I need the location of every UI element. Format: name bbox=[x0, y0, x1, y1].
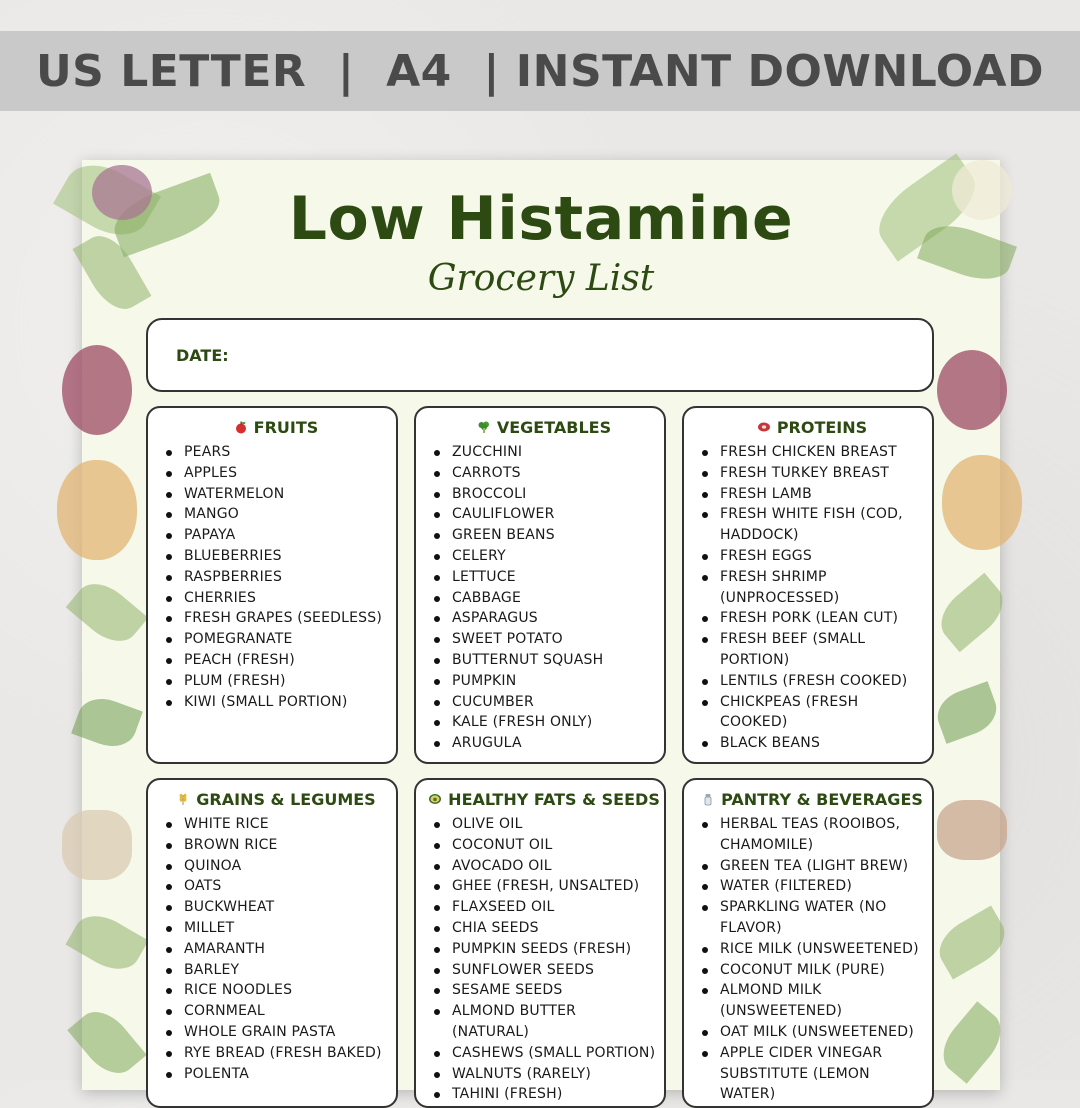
section-header bbox=[164, 416, 388, 438]
list-item: WALNUTS (RARELY) bbox=[432, 1064, 656, 1085]
list-item: QUINOA bbox=[164, 856, 388, 877]
list-item: COCONUT OIL bbox=[432, 835, 656, 856]
list-item: CUCUMBER bbox=[432, 692, 656, 713]
list-item: PUMPKIN bbox=[432, 671, 656, 692]
page-title: Low Histamine bbox=[288, 184, 794, 254]
section-healthy-fats-seeds bbox=[414, 778, 666, 1108]
list-item: FRESH SHRIMP (UNPROCESSED) bbox=[700, 567, 924, 609]
list-item: KIWI (SMALL PORTION) bbox=[164, 692, 388, 713]
wheat-icon bbox=[176, 792, 190, 806]
section-title: GRAINS & LEGUMES bbox=[196, 789, 376, 809]
list-item: CAULIFLOWER bbox=[432, 504, 656, 525]
section-title: HEALTHY FATS & SEEDS bbox=[448, 789, 660, 809]
section-title: PROTEINS bbox=[776, 417, 868, 437]
section-pantry-beverages bbox=[682, 778, 934, 1108]
grocery-list-sheet bbox=[82, 160, 1000, 1103]
list-item: GHEE (FRESH, UNSALTED) bbox=[432, 876, 656, 897]
list-item: FRESH TURKEY BREAST bbox=[700, 463, 924, 484]
list-item: LENTILS (FRESH COOKED) bbox=[700, 671, 924, 692]
list-item: WATER (FILTERED) bbox=[700, 876, 924, 897]
list-item: MANGO bbox=[164, 504, 388, 525]
avocado-icon bbox=[428, 792, 442, 806]
date-field[interactable] bbox=[146, 318, 934, 392]
page-subtitle: Grocery List bbox=[427, 258, 655, 299]
list-item: GREEN TEA (LIGHT BREW) bbox=[700, 856, 924, 877]
list-item: KALE (FRESH ONLY) bbox=[432, 712, 656, 733]
list-item: CASHEWS (SMALL PORTION) bbox=[432, 1043, 656, 1064]
section-grains-legumes bbox=[146, 778, 398, 1108]
list-item: POLENTA bbox=[164, 1064, 388, 1085]
list-item: FRESH CHICKEN BREAST bbox=[700, 442, 924, 463]
list-item: COCONUT MILK (PURE) bbox=[700, 960, 924, 981]
list-item: LETTUCE bbox=[432, 567, 656, 588]
list-item: CORNMEAL bbox=[164, 1001, 388, 1022]
list-item: FRESH LAMB bbox=[700, 484, 924, 505]
list-item: BLUEBERRIES bbox=[164, 546, 388, 567]
list-item: WATERMELON bbox=[164, 484, 388, 505]
list-item: RICE NOODLES bbox=[164, 980, 388, 1001]
list-item: BROWN RICE bbox=[164, 835, 388, 856]
list-item: CHICKPEAS (FRESH COOKED) bbox=[700, 692, 924, 734]
list-item: FRESH BEEF (SMALL PORTION) bbox=[700, 629, 924, 671]
section-header bbox=[700, 788, 924, 810]
list-item: BLACK BEANS bbox=[700, 733, 924, 754]
list-item: BUCKWHEAT bbox=[164, 897, 388, 918]
list-item: FRESH GRAPES (SEEDLESS) bbox=[164, 608, 388, 629]
meat-icon bbox=[757, 420, 771, 434]
list-item: ASPARAGUS bbox=[432, 608, 656, 629]
item-list bbox=[432, 814, 656, 1105]
item-list bbox=[432, 442, 656, 754]
broccoli-icon bbox=[477, 420, 491, 434]
list-item: WHOLE GRAIN PASTA bbox=[164, 1022, 388, 1043]
top-banner bbox=[0, 31, 1080, 111]
apple-icon bbox=[234, 420, 248, 434]
section-header bbox=[432, 788, 660, 810]
list-item: FLAXSEED OIL bbox=[432, 897, 656, 918]
section-proteins bbox=[682, 406, 934, 764]
list-item: ARUGULA bbox=[432, 733, 656, 754]
list-item: AVOCADO OIL bbox=[432, 856, 656, 877]
date-label: DATE: bbox=[176, 346, 229, 365]
list-item: OLIVE OIL bbox=[432, 814, 656, 835]
list-item: MILLET bbox=[164, 918, 388, 939]
list-item: FRESH WHITE FISH (COD, HADDOCK) bbox=[700, 504, 924, 546]
list-item: AMARANTH bbox=[164, 939, 388, 960]
list-item: ZUCCHINI bbox=[432, 442, 656, 463]
list-item: GREEN BEANS bbox=[432, 525, 656, 546]
list-item: OATS bbox=[164, 876, 388, 897]
list-item: BROCCOLI bbox=[432, 484, 656, 505]
list-item: SWEET POTATO bbox=[432, 629, 656, 650]
section-fruits bbox=[146, 406, 398, 764]
list-item: RYE BREAD (FRESH BAKED) bbox=[164, 1043, 388, 1064]
list-item: CABBAGE bbox=[432, 588, 656, 609]
section-title: FRUITS bbox=[253, 417, 319, 437]
list-item: SPARKLING WATER (NO FLAVOR) bbox=[700, 897, 924, 939]
list-item: HERBAL TEAS (ROOIBOS, CHAMOMILE) bbox=[700, 814, 924, 856]
section-vegetables bbox=[414, 406, 666, 764]
list-item: PUMPKIN SEEDS (FRESH) bbox=[432, 939, 656, 960]
item-list bbox=[164, 814, 388, 1084]
list-item: APPLES bbox=[164, 463, 388, 484]
list-item: SUNFLOWER SEEDS bbox=[432, 960, 656, 981]
list-item: PEACH (FRESH) bbox=[164, 650, 388, 671]
list-item: SESAME SEEDS bbox=[432, 980, 656, 1001]
section-header bbox=[432, 416, 656, 438]
section-header bbox=[164, 788, 388, 810]
banner-text: US LETTER | A4 | INSTANT DOWNLOAD bbox=[35, 45, 1045, 97]
item-list bbox=[164, 442, 388, 712]
list-item: TAHINI (FRESH) bbox=[432, 1084, 656, 1105]
item-list bbox=[700, 814, 924, 1105]
section-header bbox=[700, 416, 924, 438]
list-item: RASPBERRIES bbox=[164, 567, 388, 588]
list-item: FRESH PORK (LEAN CUT) bbox=[700, 608, 924, 629]
list-item: BARLEY bbox=[164, 960, 388, 981]
list-item: CELERY bbox=[432, 546, 656, 567]
item-list bbox=[700, 442, 924, 754]
list-item: PEARS bbox=[164, 442, 388, 463]
list-item: PAPAYA bbox=[164, 525, 388, 546]
list-item: CHIA SEEDS bbox=[432, 918, 656, 939]
list-item: PLUM (FRESH) bbox=[164, 671, 388, 692]
list-item: ALMOND MILK (UNSWEETENED) bbox=[700, 980, 924, 1022]
list-item: ALMOND BUTTER (NATURAL) bbox=[432, 1001, 656, 1043]
list-item: CARROTS bbox=[432, 463, 656, 484]
list-item: WHITE RICE bbox=[164, 814, 388, 835]
list-item: OAT MILK (UNSWEETENED) bbox=[700, 1022, 924, 1043]
section-title: PANTRY & BEVERAGES bbox=[721, 789, 923, 809]
list-item: POMEGRANATE bbox=[164, 629, 388, 650]
salt-shaker-icon bbox=[701, 792, 715, 806]
list-item: FRESH EGGS bbox=[700, 546, 924, 567]
section-title: VEGETABLES bbox=[496, 417, 612, 437]
list-item: BUTTERNUT SQUASH bbox=[432, 650, 656, 671]
list-item: CHERRIES bbox=[164, 588, 388, 609]
list-item: RICE MILK (UNSWEETENED) bbox=[700, 939, 924, 960]
list-item: APPLE CIDER VINEGAR SUBSTITUTE (LEMON WATER) bbox=[700, 1043, 924, 1105]
